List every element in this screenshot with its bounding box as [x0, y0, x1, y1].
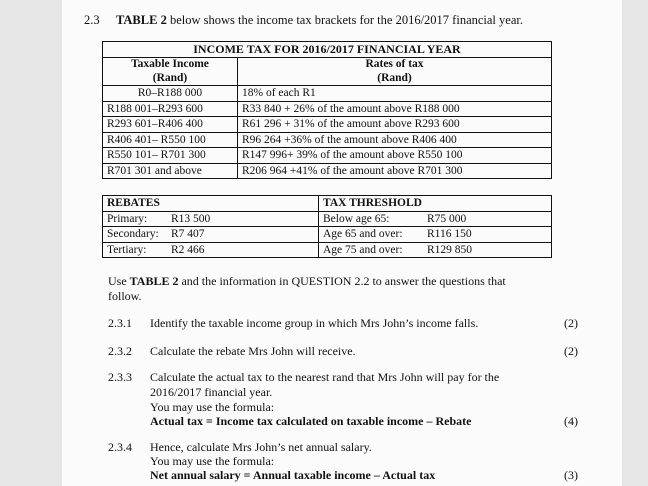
rates-of-tax-header: Rates of tax (Rand)	[238, 58, 552, 86]
question-2-3-3-line1: Calculate the actual tax to the nearest rand that Mrs John will pay for the	[150, 370, 500, 384]
question-2-3-2-text: Calculate the rebate Mrs John will receive.	[150, 344, 356, 358]
table-row: R406 401– R550 100 R96 264 +36% of the amount above R406 400	[103, 132, 552, 148]
question-2-3-3-line2: 2016/2017 financial year.	[150, 385, 273, 399]
table-row: R188 001–R293 600 R33 840 + 26% of the amount above R188 000	[103, 101, 552, 117]
question-2-3-3-number: 2.3.3	[108, 370, 132, 384]
intro-text: below shows the income tax brackets for the 2016/2017 financial year.	[166, 13, 523, 27]
marks-2-3-1: (2)	[564, 316, 578, 330]
question-2-3-4-number: 2.3.4	[108, 440, 132, 454]
marks-2-3-2: (2)	[564, 344, 578, 358]
question-2-3-1-number: 2.3.1	[108, 316, 132, 330]
question-intro	[84, 13, 523, 28]
formula-actual-tax: Actual tax = Income tax calculated on taxable income – Rebate	[150, 414, 472, 428]
question-number: 2.3	[84, 13, 100, 27]
question-2-3-2-number: 2.3.2	[108, 344, 132, 358]
instruction: Use TABLE 2 and the information in QUESTION 2.2 to answer the questions that	[108, 274, 506, 288]
rebates-header: REBATES	[103, 196, 319, 212]
table-row: R701 301 and above R206 964 +41% of the amount above R701 300	[103, 163, 552, 179]
table-row: R550 101– R701 300 R147 996+ 39% of the amount above R550 100	[103, 148, 552, 164]
instruction-line2: follow.	[108, 289, 142, 303]
table-row: R0–R188 000 18% of each R1	[103, 86, 552, 102]
marks-2-3-4: (3)	[564, 468, 578, 482]
table-row: Tertiary: R2 466 Age 75 and over: R129 850	[103, 242, 552, 258]
table-row: Primary: R13 500 Below age 65: R75 000	[103, 211, 552, 227]
document-page	[62, 0, 622, 486]
rebates-threshold-table	[102, 195, 552, 258]
taxable-income-header: Taxable Income (Rand)	[103, 58, 238, 86]
question-2-3-3-line3: You may use the formula:	[150, 400, 275, 414]
income-tax-table	[102, 41, 552, 179]
formula-net-salary: Net annual salary = Annual taxable income – Actual tax	[150, 468, 436, 482]
question-2-3-4-line2: You may use the formula:	[150, 454, 275, 468]
question-2-3-1-text: Identify the taxable income group in which Mrs John’s income falls.	[150, 316, 479, 330]
tax-table-title: INCOME TAX FOR 2016/2017 FINANCIAL YEAR	[103, 42, 552, 58]
marks-2-3-3: (4)	[564, 414, 578, 428]
table-row: R293 601–R406 400 R61 296 + 31% of the amount above R293 600	[103, 117, 552, 133]
table-reference: TABLE 2	[116, 13, 167, 27]
question-2-3-4-line1: Hence, calculate Mrs John’s net annual salary.	[150, 440, 372, 454]
threshold-header: TAX THRESHOLD	[319, 196, 552, 212]
table-row: Secondary: R7 407 Age 65 and over: R116 150	[103, 227, 552, 243]
